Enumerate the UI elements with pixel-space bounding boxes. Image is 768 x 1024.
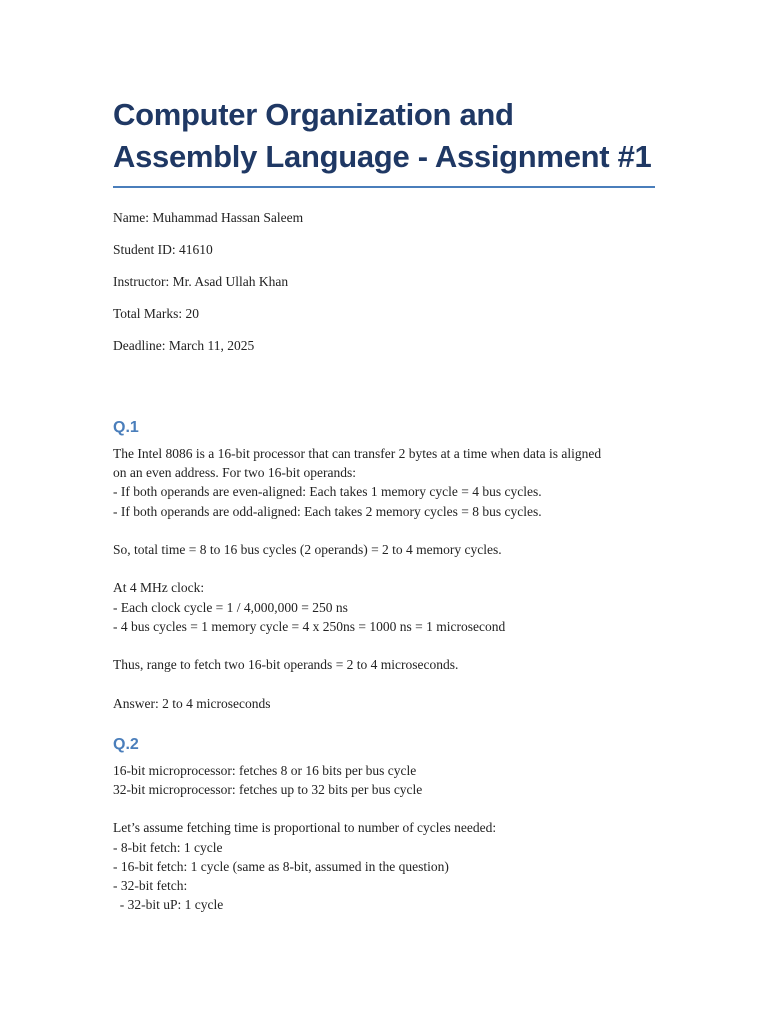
blank-line [113,521,655,540]
student-info [113,208,655,355]
answer-line: - 32-bit uP: 1 cycle [113,897,224,913]
document-title: Computer Organization and Assembly Language - Assignment #1 [113,94,655,188]
answer-line: At 4 MHz clock: [113,580,205,596]
answer-line: 16-bit microprocessor: fetches 8 or 16 bits per bus cycle [113,762,417,778]
question-1-section [113,418,655,713]
answer-line: - 4 bus cycles = 1 memory cycle = 4 x 250ns = 1000 ns = 1 microsecond [113,618,506,634]
document-page [113,94,655,914]
answer-line: - 16-bit fetch: 1 cycle (same as 8-bit, assumed in the question) [113,858,449,874]
answer-line: - Each clock cycle = 1 / 4,000,000 = 250 ns [113,599,348,615]
blank-line [113,799,655,818]
student-id: Student ID: 41610 [113,242,213,257]
question-2-heading: Q.2 [113,735,139,753]
answer-line: on an even address. For two 16-bit operands: [113,465,356,481]
answer-line: - If both operands are even-aligned: Each takes 1 memory cycle = 4 bus cycles. [113,484,542,500]
answer-line: - 8-bit fetch: 1 cycle [113,839,223,855]
blank-line [113,674,655,693]
answer-line: The Intel 8086 is a 16-bit processor that can transfer 2 bytes at a time when data is aligned [113,446,602,461]
student-name: Name: Muhammad Hassan Saleem [113,210,304,225]
total-marks: Total Marks: 20 [113,306,200,321]
question-1-body [113,444,655,713]
deadline: Deadline: March 11, 2025 [113,338,255,353]
blank-line [113,559,655,578]
final-answer-line: Answer: 2 to 4 microseconds [113,695,271,711]
blank-line [113,636,655,655]
instructor: Instructor: Mr. Asad Ullah Khan [113,274,289,289]
question-2-body [113,761,655,915]
question-1-heading: Q.1 [113,419,139,436]
question-2-section [113,735,655,915]
answer-line: 32-bit microprocessor: fetches up to 32 bits per bus cycle [113,781,423,797]
answer-line: Let’s assume fetching time is proportional to number of cycles needed: [113,820,497,836]
answer-line: Thus, range to fetch two 16-bit operands = 2 to 4 microseconds. [113,657,459,673]
answer-line: - 32-bit fetch: [113,877,188,893]
answer-line: - If both operands are odd-aligned: Each takes 2 memory cycles = 8 bus cycles. [113,503,542,519]
answer-line: So, total time = 8 to 16 bus cycles (2 operands) = 2 to 4 memory cycles. [113,542,502,557]
